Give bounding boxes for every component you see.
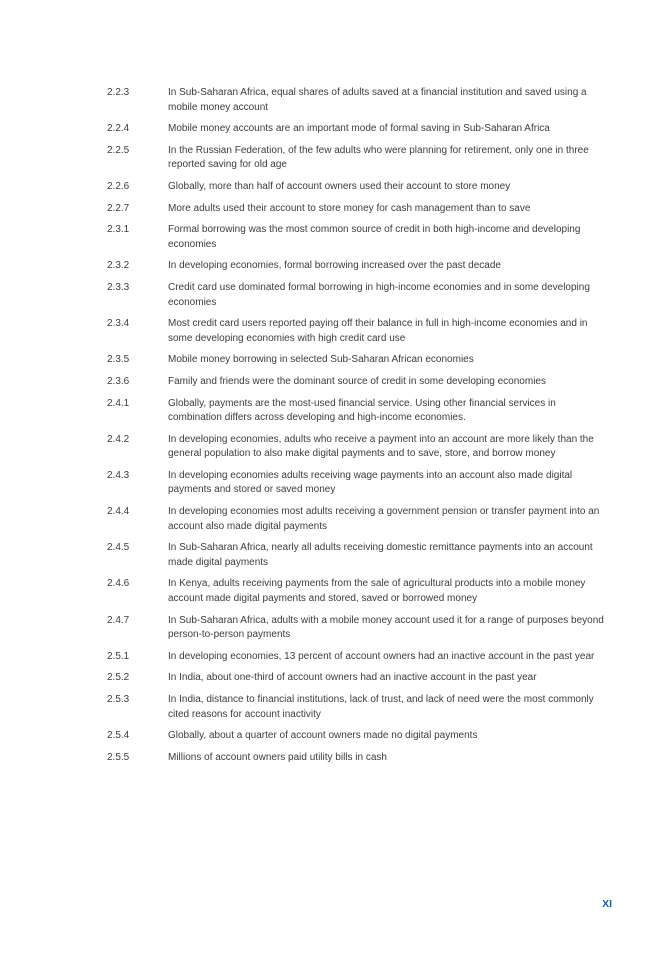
- figure-entry: [107, 693, 612, 722]
- figure-entry: [107, 397, 612, 426]
- figure-entry: [107, 259, 612, 274]
- figure-title: Millions of account owners paid utility bills in cash: [168, 751, 387, 763]
- figure-number: 2.4.7: [107, 614, 130, 626]
- figure-title: Formal borrowing was the most common source of credit in both high-income and developing economies: [168, 224, 581, 250]
- figure-title: In India, about one-third of account owners had an inactive account in the past year: [168, 672, 537, 684]
- figure-number: 2.4.1: [107, 397, 130, 409]
- figure-number: 2.3.2: [107, 260, 130, 272]
- figure-number: 2.2.5: [107, 144, 130, 156]
- figure-entry: [107, 729, 612, 744]
- figure-number: 2.5.4: [107, 730, 130, 742]
- figure-number: 2.3.1: [107, 224, 130, 236]
- figure-entry: [107, 317, 612, 346]
- figure-entry: [107, 671, 612, 686]
- figure-number: 2.2.6: [107, 180, 130, 192]
- figure-title: In India, distance to financial institutions, lack of trust, and lack of need were the most commonly cited reasons for account inactivity: [168, 694, 594, 720]
- figure-title: In developing economies, formal borrowing increased over the past decade: [168, 260, 501, 272]
- figure-number: 2.4.6: [107, 578, 130, 590]
- figure-number: 2.5.3: [107, 694, 130, 705]
- figure-number: 2.3.3: [107, 281, 130, 293]
- figure-number: 2.4.4: [107, 506, 130, 518]
- figure-title: In developing economies adults receiving wage payments into an account also made digital payments and stored or saved money: [168, 469, 573, 496]
- figure-number: 2.5.2: [107, 672, 130, 684]
- figure-title: Credit card use dominated formal borrowing in high-income economies and in some developing economies: [168, 281, 590, 308]
- figure-entry: [107, 86, 612, 115]
- figure-title: Globally, about a quarter of account owners made no digital payments: [168, 730, 478, 742]
- figure-title: Globally, payments are the most-used financial service. Using other financial services in combination differs across developing and high-income economies.: [168, 397, 556, 424]
- figure-number: 2.2.3: [107, 87, 130, 98]
- figure-list: [107, 86, 612, 772]
- page-number: XI: [602, 898, 612, 910]
- figure-title: Family and friends were the dominant source of credit in some developing economies: [168, 375, 546, 387]
- figure-entry: [107, 353, 612, 368]
- figure-title: More adults used their account to store money for cash management than to save: [168, 202, 531, 214]
- figure-entry: [107, 180, 612, 195]
- figure-number: 2.4.5: [107, 542, 130, 554]
- figure-title: In Sub-Saharan Africa, nearly all adults receiving domestic remittance payments into an account made digital payments: [168, 542, 593, 568]
- figure-entry: [107, 144, 612, 173]
- figure-number: 2.3.4: [107, 318, 130, 330]
- figure-number: 2.4.2: [107, 433, 130, 445]
- figure-number: 2.3.5: [107, 354, 130, 366]
- figure-title: Mobile money accounts are an important mode of formal saving in Sub-Saharan Africa: [168, 123, 550, 135]
- figure-title: In the Russian Federation, of the few adults who were planning for retirement, only one in three reported saving for old age: [168, 144, 589, 171]
- figure-number: 2.4.3: [107, 469, 130, 481]
- figure-entry: [107, 281, 612, 310]
- figure-number: 2.5.5: [107, 751, 130, 763]
- figure-entry: [107, 650, 612, 665]
- figure-entry: [107, 751, 612, 766]
- figure-title: Globally, more than half of account owners used their account to store money: [168, 180, 511, 192]
- figure-entry: [107, 541, 612, 570]
- figure-number: 2.5.1: [107, 650, 130, 662]
- figure-entry: [107, 469, 612, 498]
- figure-entry: [107, 577, 612, 606]
- figure-entry: [107, 122, 612, 137]
- figure-number: 2.3.6: [107, 375, 130, 387]
- figure-entry: [107, 202, 612, 217]
- figure-title: Mobile money borrowing in selected Sub-Saharan African economies: [168, 354, 474, 366]
- figure-title: Most credit card users reported paying off their balance in full in high-income economies and in some developing economies with high credit card use: [168, 318, 588, 344]
- figure-title: In Sub-Saharan Africa, equal shares of adults saved at a financial institution and saved using a mobile money account: [168, 87, 587, 113]
- figure-entry: [107, 505, 612, 534]
- figure-title: In Kenya, adults receiving payments from the sale of agricultural products into a mobile money account made digital payments and stored, saved or borrowed money: [168, 578, 586, 605]
- figure-title: In developing economies, 13 percent of account owners had an inactive account in the past year: [168, 650, 595, 662]
- figure-number: 2.2.7: [107, 202, 130, 214]
- figure-entry: [107, 223, 612, 252]
- figure-title: In Sub-Saharan Africa, adults with a mobile money account used it for a range of purposes beyond person-to-person payments: [168, 614, 604, 641]
- figure-title: In developing economies most adults receiving a government pension or transfer payment into an account also made digital payments: [168, 506, 600, 532]
- figure-title: In developing economies, adults who receive a payment into an account are more likely than the general population to also make digital payments and to save, store, and borrow money: [168, 433, 594, 460]
- figure-entry: [107, 433, 612, 462]
- figure-entry: [107, 614, 612, 643]
- figure-entry: [107, 375, 612, 390]
- figure-number: 2.2.4: [107, 123, 130, 135]
